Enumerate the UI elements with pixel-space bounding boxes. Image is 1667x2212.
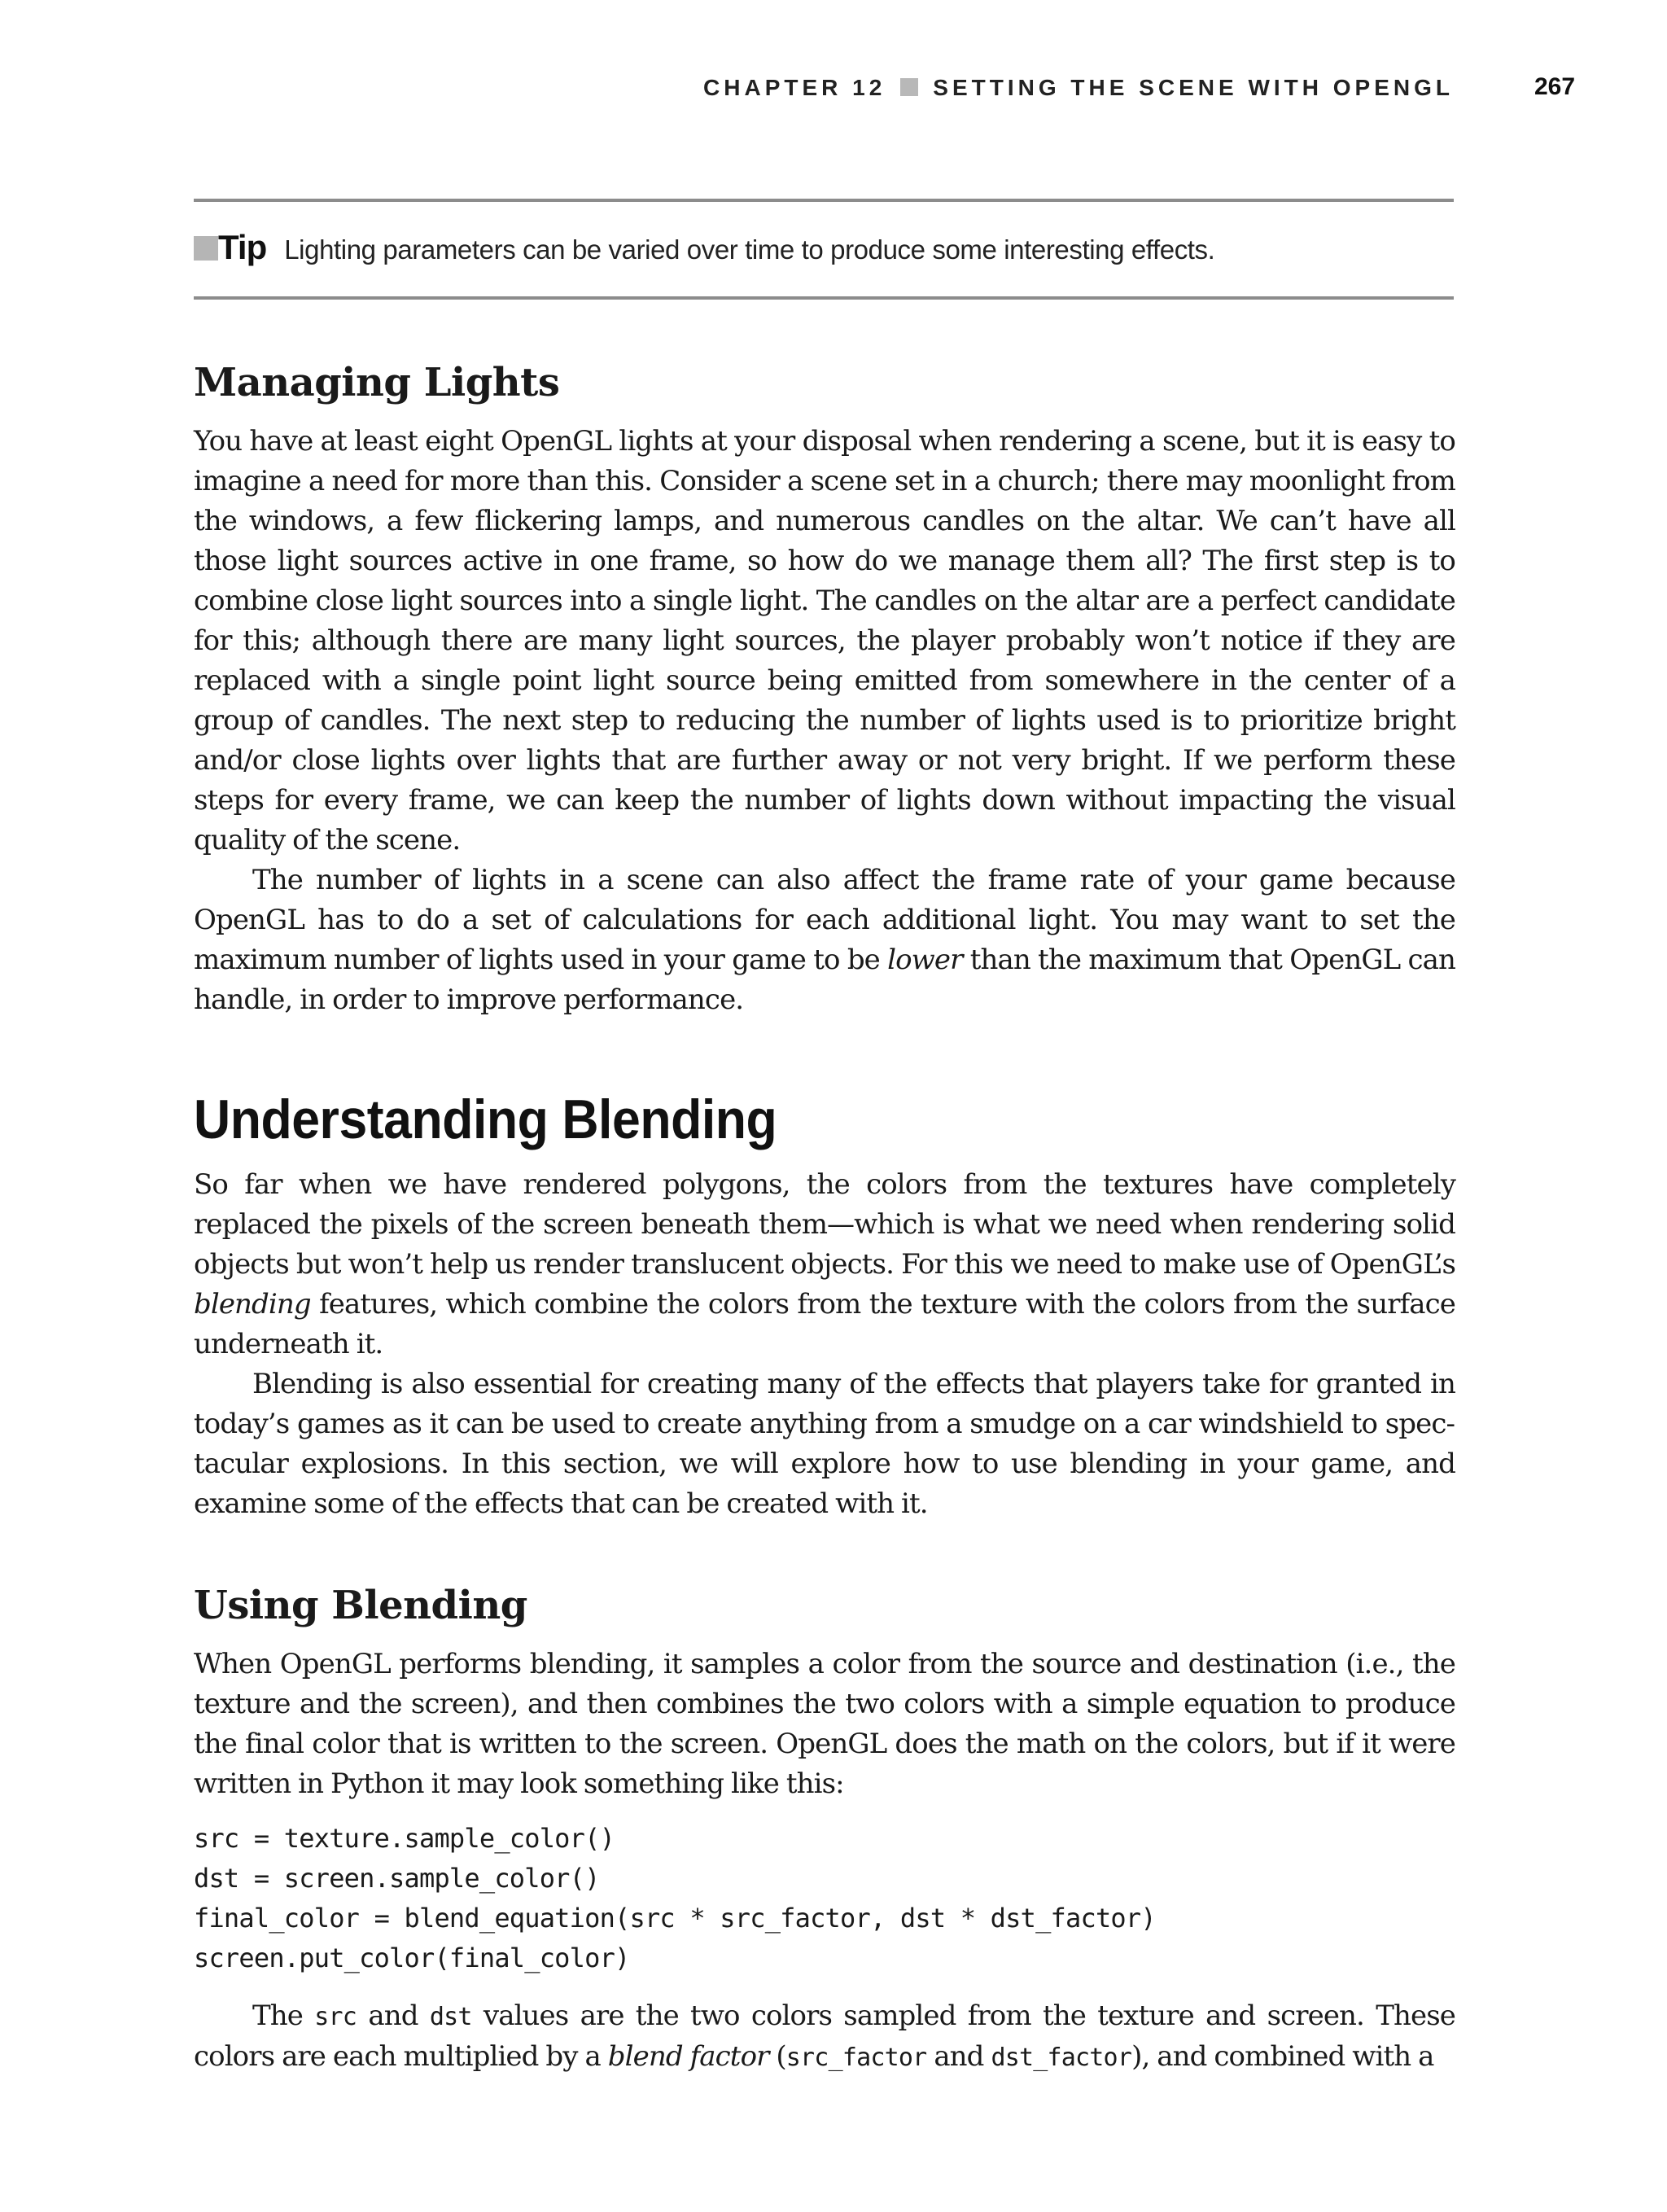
paragraph-using-blending-1: When OpenGL performs blending, it samples a color from the source and destination (i.e., the texture and the screen), and then combines the two colors with a simple equation to produce the final color that is written to the screen. OpenGL does the math on the colors, but if it were written in Python it may look something like this: (194, 1648, 1455, 1800)
text-run: and (926, 2040, 991, 2073)
code-line: dst = screen.sample_color() (194, 1863, 600, 1894)
chapter-label: CHAPTER 12 (703, 75, 886, 100)
paragraph-managing-lights-1: You have at least eight OpenGL lights at your disposal when rendering a scene, but it is easy to imagine a need for more than this. Consider a scene set in a church; there may moonlight from the windows, a few flickering lamps, and numerous candles on the altar. We can’t have all those light sources active in one frame, so how do we manage them all? The first step is to combine close light sources into a single light. The candles on the altar are a perfect candidate for this; although there are many light sources, the player probably won’t notice if they are replaced with a single point light source being emitted from somewhere in the center of a group of candles. The next step to reducing the number of lights used is to prioritize bright and/or close lights over lights that are further away or not very bright. If we perform these steps for every frame, we can keep the number of lights down without impacting the visual quality of the scene. (194, 425, 1455, 856)
paragraph-blending-2: Blending is also essential for creating many of the effects that players take for granted in today’s games as it can be used to create anything from a smudge on a car windshield to spectacular explosions. In this section, we will explore how to use blending in your game, and examine some of the effects that can be created with it. (194, 1368, 1455, 1520)
text-run: features, which combine the colors from the texture with the colors from the surface underneath it. (194, 1288, 1455, 1360)
code-line: src = texture.sample_color() (194, 1823, 615, 1854)
heading-understanding-blending: Understanding Blending (194, 1088, 777, 1150)
inline-code-src: src (314, 2003, 357, 2031)
square-separator-icon (900, 78, 918, 96)
tip-box (194, 199, 1454, 300)
text-run: The (252, 2000, 315, 2032)
inline-code-dst: dst (429, 2003, 472, 2031)
emphasis-blending: blending (194, 1288, 311, 1321)
emphasis-lower: lower (887, 944, 963, 976)
paragraph-using-blending-2 (194, 1996, 1455, 2078)
text-run: than the maximum that OpenGL can handle, in order to improve performance. (194, 944, 1455, 1016)
emphasis-blend-factor: blend factor (607, 2040, 769, 2073)
text-run: So far when we have rendered polygons, the colors from the textures have completely replaced the pixels of the screen beneath them—which is what we need when rendering solid objects but won’t help us render translucent objects. For this we need to make use of OpenGL’s (194, 1168, 1455, 1281)
running-head-text (703, 75, 1454, 101)
page-number: 267 (1534, 73, 1576, 100)
code-line: final_color = blend_equation(src * src_factor, dst * dst_factor) (194, 1903, 1156, 1934)
inline-code-dst-factor: dst_factor (991, 2043, 1132, 2072)
code-line: screen.put_color(final_color) (194, 1943, 630, 1973)
tip-label: Tip (218, 228, 267, 266)
paragraph-blending-1 (194, 1165, 1455, 1364)
text-run: ), and combined with a (1131, 2040, 1434, 2073)
tip-text: Lighting parameters can be varied over time to produce some interesting effects. (284, 234, 1215, 265)
running-head (0, 75, 1667, 107)
page-body (194, 358, 1455, 2078)
text-run: values are the two colors sampled from the texture and screen. These colors are each multiplied by a (194, 2000, 1455, 2073)
text-run: and (357, 2000, 430, 2032)
tip-content (194, 228, 1214, 267)
chapter-title: SETTING THE SCENE WITH OPENGL (933, 75, 1454, 100)
text-run: ( (768, 2040, 786, 2073)
heading-using-blending: Using Blending (194, 1583, 527, 1628)
heading-managing-lights: Managing Lights (194, 360, 560, 405)
inline-code-src-factor: src_factor (785, 2043, 927, 2072)
tip-square-icon (194, 236, 218, 261)
paragraph-managing-lights-2 (194, 861, 1455, 1020)
code-listing (194, 1819, 1455, 1978)
text-run: The number of lights in a scene can also affect the frame rate of your game because OpenGL has to do a set of calculations for each additional light. You may want to set the maximum number of lights used in your game to be (194, 864, 1455, 976)
